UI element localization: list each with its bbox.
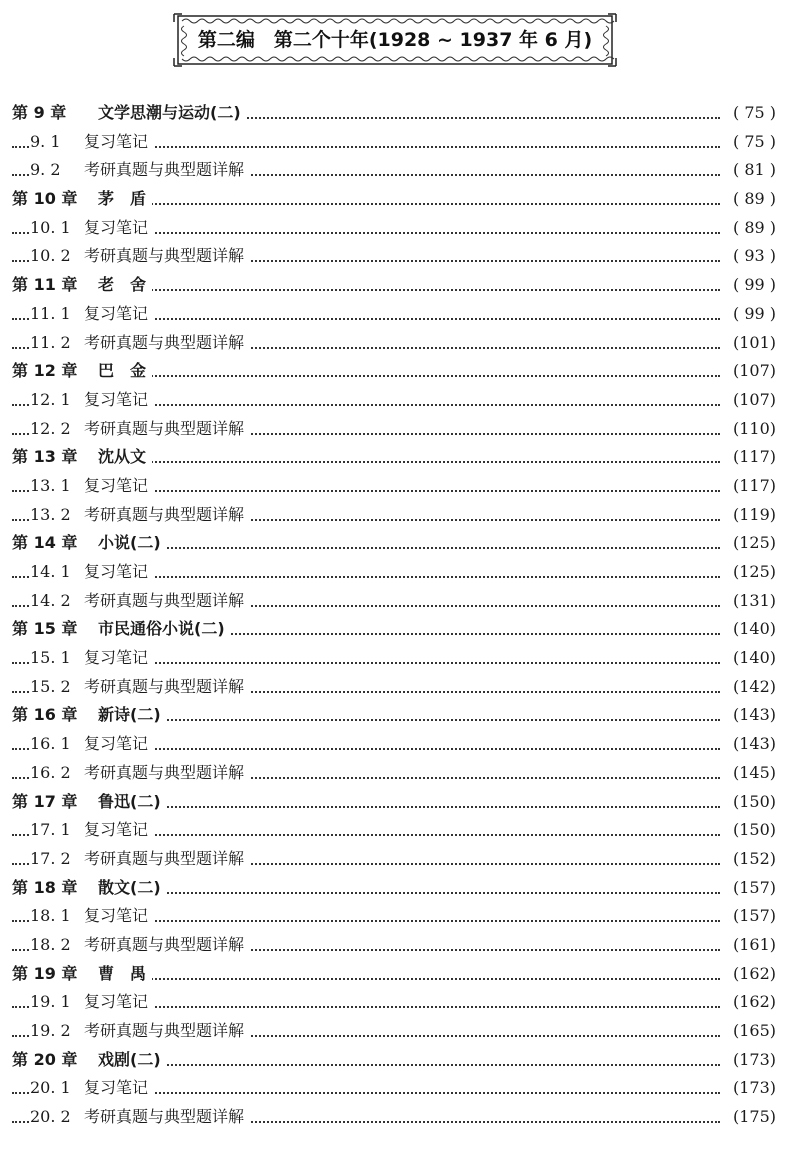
entry-number: 12. 2 [30,418,71,438]
page-number: (110) [720,415,776,444]
page-number: (107) [720,357,776,386]
page-number: (143) [720,701,776,730]
entry-title: 考研真题与典型题详解 [84,332,245,352]
toc-section-entry[interactable] [0,156,790,185]
entry-number: 10. 2 [30,246,71,266]
page-number: (150) [720,788,776,817]
toc-chapter-entry[interactable] [0,874,790,903]
entry-number: 13. 1 [30,475,71,495]
toc-section-entry[interactable] [0,501,790,530]
entry-title: 复习笔记 [84,131,149,151]
entry-label [30,558,154,587]
entry-number: 第 15 章 [12,619,78,639]
toc-section-entry[interactable] [0,415,790,444]
entry-title: 曹 禺 [98,963,147,983]
toc-section-entry[interactable] [0,242,790,271]
entry-number: 20. 1 [30,1078,71,1098]
entry-label [12,701,167,730]
entry-label [12,874,167,903]
entry-label [12,1046,167,1075]
toc-section-entry[interactable] [0,845,790,874]
toc-chapter-entry[interactable] [0,185,790,214]
page-number: (165) [720,1017,776,1046]
entry-title: 复习笔记 [84,1078,149,1098]
toc-section-entry[interactable] [0,558,790,587]
toc-section-entry[interactable] [0,1017,790,1046]
entry-number: 10. 1 [30,217,71,237]
page-number: (143) [720,730,776,759]
toc-section-entry[interactable] [0,329,790,358]
part-banner [172,12,618,68]
entry-number: 第 18 章 [12,877,78,897]
toc-section-entry[interactable] [0,1103,790,1132]
entry-title: 新诗(二) [98,705,161,725]
entry-number: 第 12 章 [12,361,78,381]
entry-title: 市民通俗小说(二) [98,619,225,639]
entry-number: 18. 2 [30,934,71,954]
entry-label [30,988,154,1017]
entry-title: 巴 金 [98,361,147,381]
entry-number: 13. 2 [30,504,71,524]
entry-label [30,845,250,874]
page-number: (157) [720,874,776,903]
entry-number: 19. 2 [30,1021,71,1040]
entry-title: 考研真题与典型题详解 [84,934,245,954]
entry-title: 考研真题与典型题详解 [84,1021,245,1040]
entry-title: 考研真题与典型题详解 [84,246,245,266]
entry-title: 考研真题与典型题详解 [84,590,245,610]
entry-label [12,443,152,472]
toc-chapter-entry[interactable] [0,788,790,817]
page-number: ( 81 ) [720,156,776,185]
entry-number: 第 9 章 [12,103,67,122]
page-number: (157) [720,902,776,931]
page-number: (140) [720,644,776,673]
page-number: (101) [720,329,776,358]
entry-label [30,673,250,702]
entry-label [12,529,167,558]
entry-label [12,960,152,989]
toc-section-entry[interactable] [0,128,790,157]
entry-title: 复习笔记 [84,303,149,323]
entry-label [12,185,152,214]
entry-label [30,759,250,788]
page-number: (150) [720,816,776,845]
page-number: (140) [720,615,776,644]
entry-number: 第 20 章 [12,1049,78,1069]
page-number: (145) [720,759,776,788]
toc-chapter-entry[interactable] [0,443,790,472]
toc-section-entry[interactable] [0,644,790,673]
entry-title: 散文(二) [98,877,161,897]
page-number: (142) [720,673,776,702]
toc-section-entry[interactable] [0,816,790,845]
entry-label [12,615,231,644]
page-number: (152) [720,845,776,874]
page-number: (117) [720,443,776,472]
entry-title: 复习笔记 [84,217,149,237]
entry-number: 第 16 章 [12,705,78,725]
toc-section-entry[interactable] [0,730,790,759]
entry-label [30,1017,250,1046]
entry-number: 9. 1 [30,131,61,151]
page-number: (162) [720,988,776,1017]
toc-chapter-entry[interactable] [0,357,790,386]
entry-number: 15. 2 [30,676,71,696]
entry-label [30,472,154,501]
page-number: ( 75 ) [720,128,776,157]
entry-title: 考研真题与典型题详解 [84,762,245,782]
page-number: (125) [720,529,776,558]
entry-number: 16. 1 [30,734,71,754]
toc-chapter-entry[interactable] [0,529,790,558]
entry-label [30,501,250,530]
entry-number: 20. 2 [30,1107,71,1127]
toc-section-entry[interactable] [0,1074,790,1103]
entry-title: 老 舍 [98,275,147,295]
entry-number: 16. 2 [30,762,71,782]
toc-section-entry[interactable] [0,673,790,702]
entry-number: 12. 1 [30,389,71,409]
entry-label [30,415,250,444]
page-number: (173) [720,1074,776,1103]
page-number: (131) [720,587,776,616]
toc-chapter-entry[interactable] [0,271,790,300]
page-number: ( 93 ) [720,242,776,271]
entry-title: 文学思潮与运动(二) [98,103,241,122]
entry-title: 考研真题与典型题详解 [84,160,245,180]
entry-number: 11. 2 [30,332,71,352]
toc-chapter-entry[interactable] [0,1046,790,1075]
toc-chapter-entry[interactable] [0,701,790,730]
entry-label [30,300,154,329]
page-number: (125) [720,558,776,587]
entry-number: 第 10 章 [12,189,78,209]
entry-title: 考研真题与典型题详解 [84,418,245,438]
toc-section-entry[interactable] [0,759,790,788]
entry-label [30,1074,154,1103]
toc-chapter-entry[interactable] [0,615,790,644]
entry-number: 14. 1 [30,562,71,581]
entry-label [12,271,152,300]
entry-label [30,644,154,673]
entry-label [30,386,154,415]
entry-label [30,214,154,243]
entry-label [30,730,154,759]
entry-number: 19. 1 [30,992,71,1012]
toc-chapter-entry[interactable] [0,99,790,128]
entry-title: 复习笔记 [84,648,149,668]
entry-number: 第 19 章 [12,963,78,983]
toc-section-entry[interactable] [0,386,790,415]
entry-title: 复习笔记 [84,820,149,840]
entry-number: 18. 1 [30,906,71,926]
entry-number: 第 11 章 [12,275,78,295]
entry-title: 小说(二) [98,533,161,553]
entry-label [30,128,154,157]
entry-label [30,931,250,960]
entry-label [30,1103,250,1132]
entry-title: 复习笔记 [84,389,149,409]
toc-section-entry[interactable] [0,988,790,1017]
entry-label [30,816,154,845]
toc-section-entry[interactable] [0,300,790,329]
page-number: (161) [720,931,776,960]
entry-title: 考研真题与典型题详解 [84,848,245,868]
entry-title: 复习笔记 [84,906,149,926]
entry-number: 第 14 章 [12,533,78,553]
page-number: (162) [720,960,776,989]
toc-section-entry[interactable] [0,902,790,931]
entry-title: 考研真题与典型题详解 [84,676,245,696]
page-number: (107) [720,386,776,415]
entry-label [30,329,250,358]
page-number: (119) [720,501,776,530]
page-number: ( 89 ) [720,214,776,243]
entry-number: 17. 1 [30,820,71,840]
entry-number: 14. 2 [30,590,71,610]
entry-title: 考研真题与典型题详解 [84,1107,245,1127]
entry-label [12,99,247,128]
page-number: ( 99 ) [720,300,776,329]
part-title: 第二编 第二个十年(1928 ~ 1937 年 6 月) [197,29,593,51]
page-number: (117) [720,472,776,501]
entry-label [30,902,154,931]
entry-label [30,156,250,185]
table-of-contents [0,99,790,1132]
entry-title: 沈从文 [98,447,147,467]
page-number: (173) [720,1046,776,1075]
page-number: ( 99 ) [720,271,776,300]
toc-section-entry[interactable] [0,472,790,501]
entry-title: 复习笔记 [84,475,149,495]
entry-label [30,242,250,271]
entry-number: 第 17 章 [12,791,78,811]
toc-chapter-entry[interactable] [0,960,790,989]
entry-title: 复习笔记 [84,734,149,754]
entry-label [12,357,152,386]
entry-label [30,587,250,616]
entry-number: 17. 2 [30,848,71,868]
entry-label [12,788,167,817]
entry-title: 复习笔记 [84,992,149,1012]
entry-title: 鲁迅(二) [98,791,161,811]
toc-section-entry[interactable] [0,931,790,960]
page-number: ( 75 ) [720,99,776,128]
toc-section-entry[interactable] [0,587,790,616]
toc-section-entry[interactable] [0,214,790,243]
entry-number: 11. 1 [30,303,71,323]
entry-number: 9. 2 [30,160,61,180]
entry-title: 茅 盾 [98,189,147,209]
entry-title: 复习笔记 [84,562,149,581]
page-number: ( 89 ) [720,185,776,214]
page-number: (175) [720,1103,776,1132]
entry-number: 第 13 章 [12,447,78,467]
entry-number: 15. 1 [30,648,71,668]
entry-title: 考研真题与典型题详解 [84,504,245,524]
entry-title: 戏剧(二) [98,1049,161,1069]
